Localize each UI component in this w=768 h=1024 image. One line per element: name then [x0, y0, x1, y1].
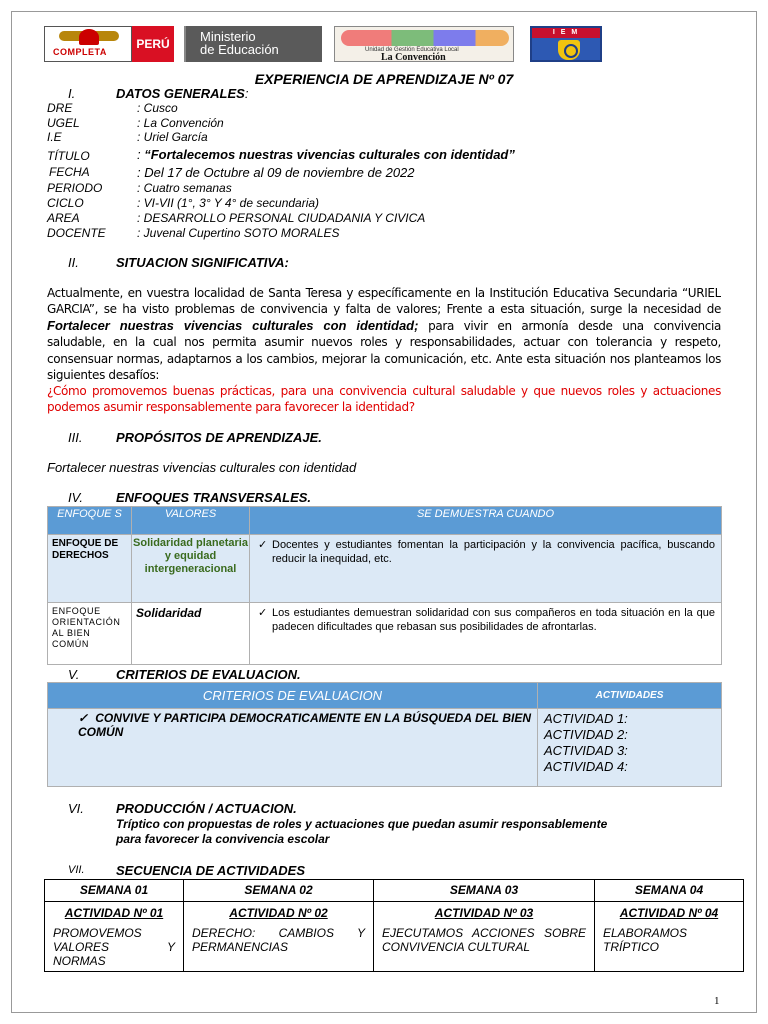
enfoque-valor: Solidaridad [132, 603, 250, 665]
actividad-cell [45, 902, 184, 972]
enfoque-cuando: Docentes y estudiantes fomentan la participación y la convivencia pacífica, buscando reducir la inequidad, etc. [272, 539, 715, 565]
section-1-heading [116, 85, 248, 103]
criterio-cell [48, 709, 538, 787]
ugel-logo-band [341, 30, 509, 46]
criterios-row [48, 709, 722, 787]
datos-value-ugel: : La Convención [137, 116, 224, 130]
section-7-number: VII. [68, 864, 85, 876]
section-1-number: I. [68, 86, 76, 101]
checkmark-icon: ✓ [258, 607, 268, 619]
actividad-item: ACTIVIDAD 1: [544, 711, 628, 726]
datos-label-ugel: UGEL [47, 116, 80, 130]
section-4-number: IV. [68, 490, 83, 505]
datos-value-titulo: “Fortalecemos nuestras vivencias culturales con identidad” [144, 147, 515, 162]
shield-icon [558, 40, 580, 60]
actividad-description: DERECHO: CAMBIOS Y PERMANENCIAS [192, 926, 365, 954]
actividad-cell [595, 902, 744, 972]
actividad-heading: ACTIVIDAD Nº 04 [619, 906, 719, 920]
enfoques-row [48, 535, 722, 603]
actividad-item: ACTIVIDAD 4: [544, 759, 628, 774]
enfoque-cuando-cell [250, 603, 722, 665]
secuencia-week-row [45, 880, 744, 902]
datos-value-area: : DESARROLLO PERSONAL CIUDADANIA Y CIVICA [137, 211, 426, 225]
situacion-line: Actualmente, en vuestra localidad de Santa Teresa y específicamente en la Institución Educativa Secundaria “URIEL [47, 286, 721, 300]
datos-value-dre: : Cusco [137, 101, 178, 115]
section-3-title: PROPÓSITOS DE APRENDIZAJE. [116, 430, 322, 445]
section-6-number: VI. [68, 801, 84, 816]
document-title: EXPERIENCIA DE APRENDIZAJE Nº 07 [254, 71, 514, 87]
completa-logo [44, 26, 132, 62]
enfoques-header-cuando: SE DEMUESTRA CUANDO [250, 507, 722, 535]
actividad-heading: ACTIVIDAD Nº 01 [64, 906, 164, 920]
semana-cell: SEMANA 02 [184, 880, 374, 902]
datos-label-dre: DRE [47, 101, 73, 115]
section-5-title: CRITERIOS DE EVALUACION. [116, 667, 301, 682]
datos-value-docente: : Juvenal Cupertino SOTO MORALES [137, 226, 340, 240]
secuencia-table [44, 879, 744, 972]
actividad-description: ELABORAMOS TRÍPTICO [603, 926, 688, 954]
actividad-item: ACTIVIDAD 2: [544, 727, 628, 742]
datos-label-titulo: TÍTULO [47, 149, 90, 163]
situacion-emphasis: Fortalecer nuestras vivencias culturales con identidad; [47, 317, 419, 333]
section-1-title: DATOS GENERALES [116, 86, 245, 101]
situacion-line [47, 318, 721, 334]
situacion-paragraph [47, 285, 721, 383]
datos-value-fecha: : Del 17 de Octubre al 09 de noviembre de 2022 [137, 165, 415, 180]
datos-value-ie: : Uriel García [137, 130, 208, 144]
enfoques-table [47, 506, 722, 665]
actividad-heading: ACTIVIDAD Nº 03 [434, 906, 534, 920]
checkmark-icon: ✓ [78, 711, 89, 725]
datos-value-ciclo: : VI-VII (1°, 3° Y 4° de secundaria) [137, 196, 320, 210]
enfoques-header-valores: VALORES [132, 507, 250, 535]
secuencia-activity-row [45, 902, 744, 972]
datos-value-periodo: : Cuatro semanas [137, 181, 232, 195]
datos-value-titulo-prefix: : [137, 147, 145, 162]
datos-label-docente: DOCENTE [47, 226, 106, 240]
section-5-number: V. [68, 667, 80, 682]
question-line: ¿Cómo promovemos buenas prácticas, para una convivencia cultural saludable y que nuevos roles y actuaciones [47, 384, 721, 398]
section-6-title: PRODUCCIÓN / ACTUACION. [116, 801, 297, 816]
section-1-suffix: : [244, 86, 249, 101]
actividad-heading: ACTIVIDAD Nº 02 [229, 906, 328, 920]
datos-label-area: AREA [47, 211, 80, 225]
section-3-number: III. [68, 430, 83, 445]
ugel-logo-line1: Unidad de Gestión Educativa Local [365, 47, 459, 53]
datos-label-fecha: FECHA [49, 165, 90, 179]
datos-value-titulo-row [137, 147, 515, 162]
situacion-line: saludable, en la cual nos permita asumir nuevos roles y responsabilidades, actuar con tolerancia y respeto, [47, 335, 721, 350]
enfoque-cuando-cell [250, 535, 722, 603]
actividad-description: PROMOVEMOS VALORES Y NORMAS [53, 926, 175, 968]
checkmark-icon: ✓ [258, 539, 268, 551]
produccion-line-2: para favorecer la convivencia escolar [116, 832, 330, 846]
situacion-line: consensuar normas, adaptarnos a los cambios, mejorar la comunicación, etc. Ante esta situación nos planteamos los [47, 351, 721, 366]
actividad-cell [374, 902, 595, 972]
criterio-text: CONVIVE Y PARTICIPA DEMOCRATICAMENTE EN LA BÚSQUEDA DEL BIEN COMÚN [78, 711, 531, 739]
ugel-logo-line2: La Convención [381, 52, 446, 63]
ministerio-logo-line2: de Educación [200, 42, 279, 57]
enfoque-name: ENFOQUE DE DERECHOS [48, 535, 132, 603]
criterios-header-actividades: ACTIVIDADES [538, 683, 722, 709]
datos-label-periodo: PERIODO [47, 181, 103, 195]
datos-label-ie: I.E [47, 130, 62, 144]
enfoques-row [48, 603, 722, 665]
ministerio-logo-line1: Ministerio [200, 29, 256, 44]
section-2-title: SITUACION SIGNIFICATIVA: [116, 255, 289, 270]
criterios-header-row [48, 683, 722, 709]
school-logo-text: I E M [532, 28, 600, 38]
enfoques-header-enfoque: ENFOQUE S [48, 507, 132, 535]
actividad-cell [184, 902, 374, 972]
actividad-item: ACTIVIDAD 3: [544, 743, 628, 758]
page-number: 1 [714, 995, 720, 1007]
datos-label-ciclo: CICLO [47, 196, 84, 210]
section-7-title: SECUENCIA DE ACTIVIDADES [116, 863, 306, 878]
situacion-line: siguientes desafíos: [47, 368, 160, 383]
semana-cell: SEMANA 03 [374, 880, 595, 902]
proposito-text: Fortalecer nuestras vivencias culturales con identidad [47, 460, 357, 475]
enfoque-cuando: Los estudiantes demuestran solidaridad con sus compañeros en toda situación en la que padecen dificultades que rebasan sus posibilidades de afrontarlas. [272, 607, 715, 633]
actividad-description: EJECUTAMOS ACCIONES SOBRE CONVIVENCIA CULTURAL [382, 926, 586, 954]
enfoque-name: ENFOQUE ORIENTACIÓN AL BIEN COMÚN [48, 603, 132, 665]
enfoques-header-row [48, 507, 722, 535]
produccion-line-1: Tríptico con propuestas de roles y actuaciones que puedan asumir responsablemente [116, 817, 608, 831]
semana-cell: SEMANA 01 [45, 880, 184, 902]
completa-logo-text: COMPLETA [53, 47, 107, 57]
actividades-cell [538, 709, 722, 787]
enfoque-valor: Solidaridad planetaria y equidad intergeneracional [132, 535, 250, 603]
situacion-question [47, 383, 721, 416]
situacion-line-rest: para vivir en armonía desde una convivencia [418, 318, 721, 333]
section-4-title: ENFOQUES TRANSVERSALES. [116, 490, 312, 505]
question-line: podemos asumir responsablemente para favorecer la identidad? [47, 400, 415, 415]
peru-logo: PERÚ [132, 26, 174, 62]
ministerio-logo [184, 26, 322, 62]
school-logo [530, 26, 602, 62]
semana-cell: SEMANA 04 [595, 880, 744, 902]
criterios-table [47, 682, 722, 787]
header-logos [44, 26, 724, 62]
completa-logo-emblem [79, 29, 99, 45]
ugel-logo [334, 26, 514, 62]
section-2-number: II. [68, 255, 79, 270]
situacion-line: GARCIA”, se ha visto problemas de convivencia y falta de valores; Frente a esta situación, surge la necesidad de [47, 302, 721, 317]
criterios-header-criterio: CRITERIOS DE EVALUACION [48, 683, 538, 709]
